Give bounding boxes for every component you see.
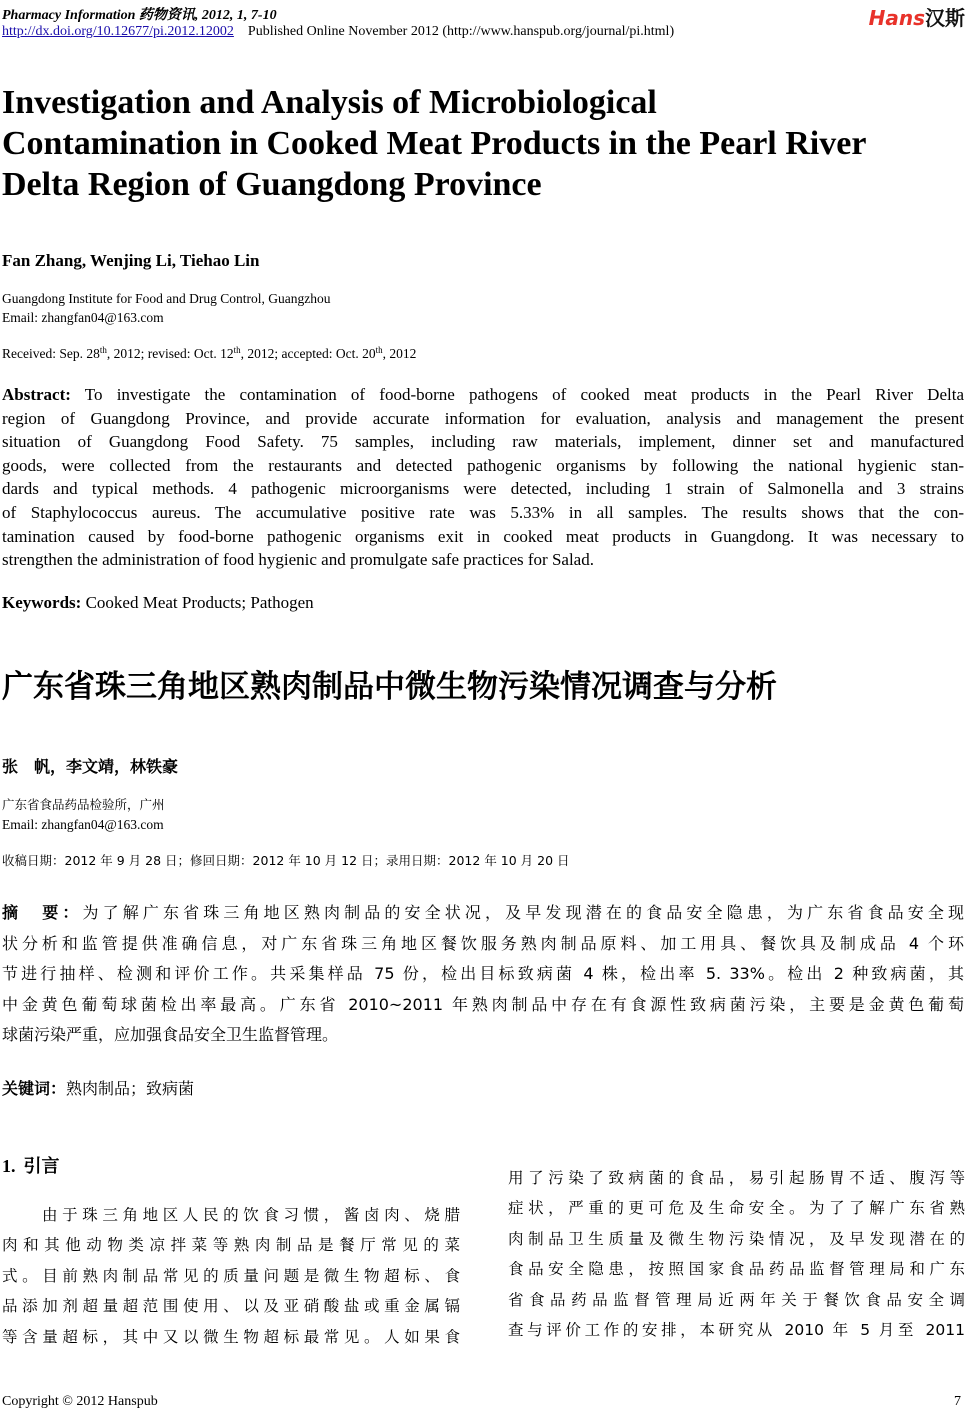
- body-line: 等含量超标，其中又以微生物超标最常见。人如果食: [2, 1327, 460, 1346]
- title-line: Delta Region of Guangdong Province: [2, 166, 542, 203]
- body-line: 肉制品卫生质量及微生物污染情况，及早发现潜在的: [508, 1229, 965, 1248]
- abstract-line: dards and typical methods. 4 pathogenic microorganisms were detected, including 1 strain of Salmonella and 3 strains: [2, 479, 964, 499]
- body-line: 用了污染了致病菌的食品，易引起肠胃不适、腹泻等: [508, 1169, 965, 1187]
- section-heading-intro: 1. 引言: [2, 1156, 60, 1177]
- intro-left-column: [2, 1200, 460, 1352]
- abstract-line: 球菌污染严重，应加强食品安全卫生监督管理。: [2, 1025, 339, 1044]
- chinese-keywords: 关键词：熟肉制品；致病菌: [2, 1079, 195, 1098]
- chinese-authors: 张 帆，李文靖，林铁豪: [2, 757, 179, 776]
- english-abstract: [2, 383, 964, 572]
- english-affiliation: Guangdong Institute for Food and Drug Control, Guangzhou: [2, 291, 331, 306]
- abstract-label: Abstract:: [2, 385, 71, 404]
- english-received-dates: Received: Sep. 28th, 2012; revised: Oct. 12th, 2012; accepted: Oct. 20th, 2012: [2, 345, 417, 361]
- chinese-abstract: [2, 898, 964, 1051]
- chinese-affiliation: 广东省食品药品检验所，广州: [2, 797, 165, 812]
- abstract-line: 节进行抽样、检测和评价工作。共采集样品 75 份，检出目标致病菌 4 株，检出率 5. 33%。检出 2 种致病菌，其: [2, 964, 964, 983]
- body-line: 式。目前熟肉制品常见的质量问题是微生物超标、食: [2, 1266, 460, 1285]
- body-line: 肉和其他动物类凉拌菜等熟肉制品是餐厅常见的菜: [2, 1236, 460, 1255]
- body-line: 食品安全隐患，按照国家食品药品监督管理局和广东: [508, 1260, 965, 1279]
- chinese-title: 广东省珠三角地区熟肉制品中微生物污染情况调查与分析: [2, 669, 777, 705]
- english-title: [2, 82, 962, 205]
- chinese-keywords-label: 关键词：: [2, 1079, 67, 1098]
- english-keywords: Keywords: Cooked Meat Products; Pathogen: [2, 593, 314, 612]
- abstract-line: situation of Guangdong Food Safety. 75 samples, including raw materials, implement, dinner set and manufactured: [2, 432, 964, 452]
- hans-logo: [869, 2, 965, 31]
- intro-right-column: [508, 1163, 965, 1345]
- body-line: 症状，严重的更可危及生命安全。为了了解广东省熟: [508, 1199, 965, 1218]
- abstract-line: goods, were collected from the restaurants and detected pathogenic organisms by following the national hygienic stan-: [2, 455, 964, 475]
- abstract-line: region of Guangdong Province, and provide accurate information for evaluation, analysis and management the present: [2, 408, 964, 428]
- keywords-label: Keywords:: [2, 593, 82, 612]
- abstract-line: strengthen the administration of food hygienic and promulgate safe practices for Salad.: [2, 550, 594, 570]
- chinese-email: Email: zhangfan04@163.com: [2, 817, 164, 832]
- title-line: Investigation and Analysis of Microbiological: [2, 84, 657, 121]
- abstract-line: tamination caused by food-borne pathogenic organisms exit in cooked meat products in Guangdong. It was necessary to: [2, 526, 964, 546]
- abstract-line: Abstract: To investigate the contamination of food-borne pathogens of cooked meat products in the Pearl River Delta: [2, 385, 964, 404]
- published-online-text: Published Online November 2012 (http://www.hanspub.org/journal/pi.html): [247, 24, 675, 39]
- abstract-line: 中金黄色葡萄球菌检出率最高。广东省 2010~2011 年熟肉制品中存在有食源性致病菌污染，主要是金黄色葡萄: [2, 994, 964, 1014]
- logo-chinese: 汉斯: [925, 6, 965, 30]
- doi-line: [2, 24, 674, 40]
- chinese-received-dates: 收稿日期：2012 年 9 月 28 日；修回日期：2012 年 10 月 12 日；录用日期：2012 年 10 月 20 日: [2, 853, 570, 868]
- body-line: 品添加剂超量超范围使用、以及亚硝酸盐或重金属镉: [2, 1297, 460, 1316]
- body-line: 由于珠三角地区人民的饮食习惯，酱卤肉、烧腊: [42, 1206, 460, 1224]
- abstract-line: 摘 要：为了解广东省珠三角地区熟肉制品的安全状况，及早发现潜在的食品安全隐患，为广东省食品安全现: [2, 903, 964, 922]
- english-email: Email: zhangfan04@163.com: [2, 310, 164, 325]
- english-authors: Fan Zhang, Wenjing Li, Tiehao Lin: [2, 251, 260, 270]
- journal-citation: Pharmacy Information 药物资讯, 2012, 1, 7-10: [2, 8, 277, 23]
- abstract-line: of Staphylococcus aureus. The accumulative positive rate was 5.33% in all samples. The results shows that the con-: [2, 502, 964, 522]
- body-line: 查与评价工作的安排，本研究从 2010 年 5 月至 2011: [508, 1321, 965, 1340]
- doi-link[interactable]: http://dx.doi.org/10.12677/pi.2012.12002: [2, 24, 234, 39]
- logo-latin: Hans: [868, 6, 925, 30]
- chinese-abstract-label: 摘 要：: [2, 903, 83, 922]
- footer-copyright: Copyright © 2012 Hanspub: [2, 1394, 158, 1409]
- abstract-line: 状分析和监管提供准确信息，对广东省珠三角地区餐饮服务熟肉制品原料、加工用具、餐饮具及制成品 4 个环: [2, 933, 964, 953]
- title-line: Contamination in Cooked Meat Products in the Pearl River: [2, 125, 867, 162]
- page-number: 7: [954, 1394, 961, 1409]
- body-line: 省食品药品监督管理局近两年关于餐饮食品安全调: [508, 1290, 965, 1309]
